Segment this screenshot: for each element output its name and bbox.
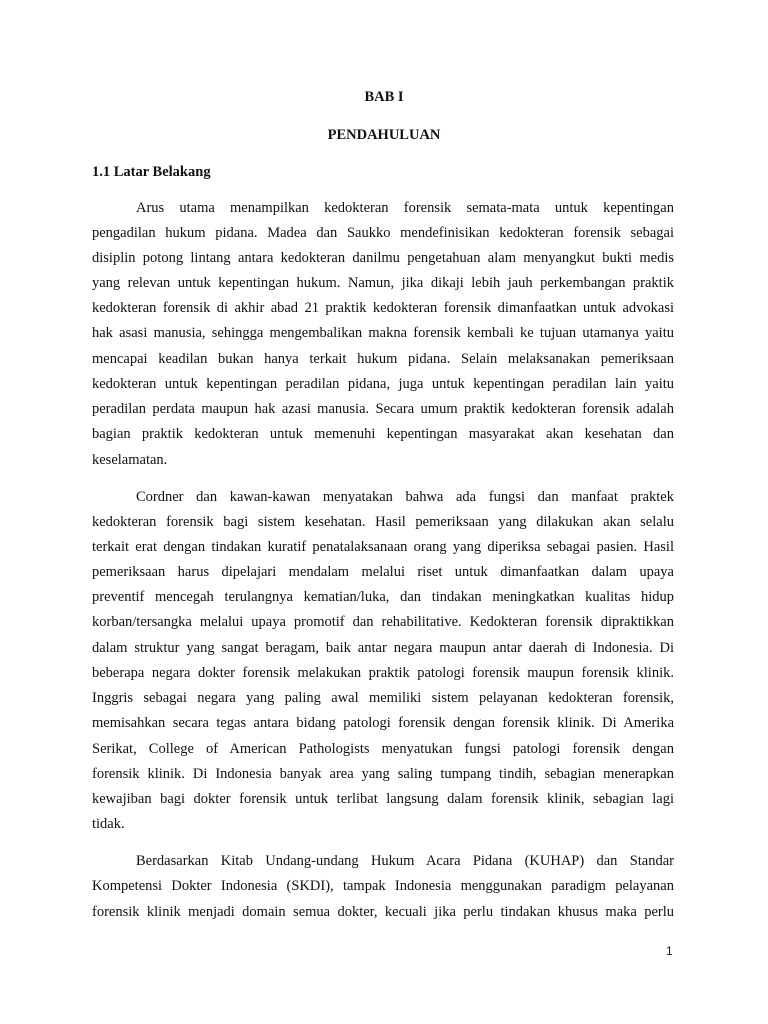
paragraph-2-line: tidak. xyxy=(92,816,125,832)
paragraph-2-line: dalam struktur yang sangat beragam, baik antar negara maupun antar daerah di Indonesia. Di xyxy=(92,640,674,656)
paragraph-1-line: bagian praktik kedokteran untuk memenuhi kepentingan masyarakat akan kesehatan dan xyxy=(92,426,674,442)
paragraph-1-line: mencapai keadilan bukan hanya terkait hukum pidana. Selain melaksanakan pemeriksaan xyxy=(92,351,674,367)
paragraph-2-line: beberapa negara dokter forensik melakukan praktik patologi forensik maupun forensik klinik. xyxy=(92,665,674,681)
paragraph-2-line: Inggris sebagai negara yang paling awal memiliki sistem pelayanan kedokteran forensik, xyxy=(92,690,674,706)
paragraph-3-line: Kompetensi Dokter Indonesia (SKDI), tampak Indonesia menggunakan paradigm pelayanan xyxy=(92,878,674,894)
page-number: 1 xyxy=(666,944,673,958)
section-heading: 1.1 Latar Belakang xyxy=(92,164,211,180)
paragraph-3-line: forensik klinik menjadi domain semua dokter, kecuali jika perlu tindakan khusus maka perlu xyxy=(92,904,674,920)
chapter-label: BAB I xyxy=(364,89,404,105)
paragraph-2-line: Cordner dan kawan-kawan menyatakan bahwa ada fungsi dan manfaat praktek xyxy=(136,489,674,505)
paragraph-2-line: memisahkan secara tegas antara bidang patologi forensik dengan forensik klinik. Di Amerika xyxy=(92,715,674,731)
paragraph-1-line: kedokteran forensik di akhir abad 21 praktik kedokteran forensik dimanfaatkan untuk advokasi xyxy=(92,300,674,316)
paragraph-2-line: kewajiban bagi dokter forensik untuk terlibat langsung dalam forensik klinik, sebagian lagi xyxy=(92,791,674,807)
chapter-title: PENDAHULUAN xyxy=(327,127,441,143)
paragraph-1-line: yang relevan untuk kepentingan hukum. Namun, jika dikaji lebih jauh perkembangan praktik xyxy=(92,275,674,291)
paragraph-1-line: keselamatan. xyxy=(92,452,168,468)
paragraph-2-line: kedokteran forensik bagi sistem kesehatan. Hasil pemeriksaan yang dilakukan akan selalu xyxy=(92,514,674,530)
paragraph-2-line: pemeriksaan harus dipelajari mendalam melalui riset untuk dimanfaatkan dalam upaya xyxy=(92,564,674,580)
paragraph-3-line: Berdasarkan Kitab Undang-undang Hukum Acara Pidana (KUHAP) dan Standar xyxy=(136,853,674,869)
paragraph-2-line: korban/tersangka melalui upaya promotif dan rehabilitative. Kedokteran forensik dipraktikkan xyxy=(92,614,674,630)
paragraph-1-line: disiplin potong lintang antara kedokteran danilmu pengetahuan alam menyangkut bukti medis xyxy=(92,250,674,266)
paragraph-1-line: peradilan perdata maupun hak azasi manusia. Secara umum praktik kedokteran forensik adalah xyxy=(92,401,674,417)
paragraph-1-line: kedokteran untuk kepentingan peradilan pidana, juga untuk kepentingan peradilan lain yaitu xyxy=(92,376,674,392)
paragraph-2-line: terkait erat dengan tindakan kuratif penatalaksanaan orang yang diperiksa sebagai pasien. Hasil xyxy=(92,539,674,555)
paragraph-2-line: Serikat, College of American Pathologists menyatukan fungsi patologi forensik dengan xyxy=(92,741,674,757)
paragraph-1-line: Arus utama menampilkan kedokteran forensik semata-mata untuk kepentingan xyxy=(136,200,674,216)
paragraph-2-line: forensik klinik. Di Indonesia banyak area yang saling tumpang tindih, sebagian menerapkan xyxy=(92,766,674,782)
paragraph-2-line: preventif mencegah terulangnya kematian/luka, dan tindakan meningkatkan kualitas hidup xyxy=(92,589,674,605)
paragraph-1-line: hak asasi manusia, sehingga mengembalikan makna forensik kembali ke tujuan utamanya yaitu xyxy=(92,325,674,341)
paragraph-1-line: pengadilan hukum pidana. Madea dan Saukko mendefinisikan kedokteran forensik sebagai xyxy=(92,225,674,241)
